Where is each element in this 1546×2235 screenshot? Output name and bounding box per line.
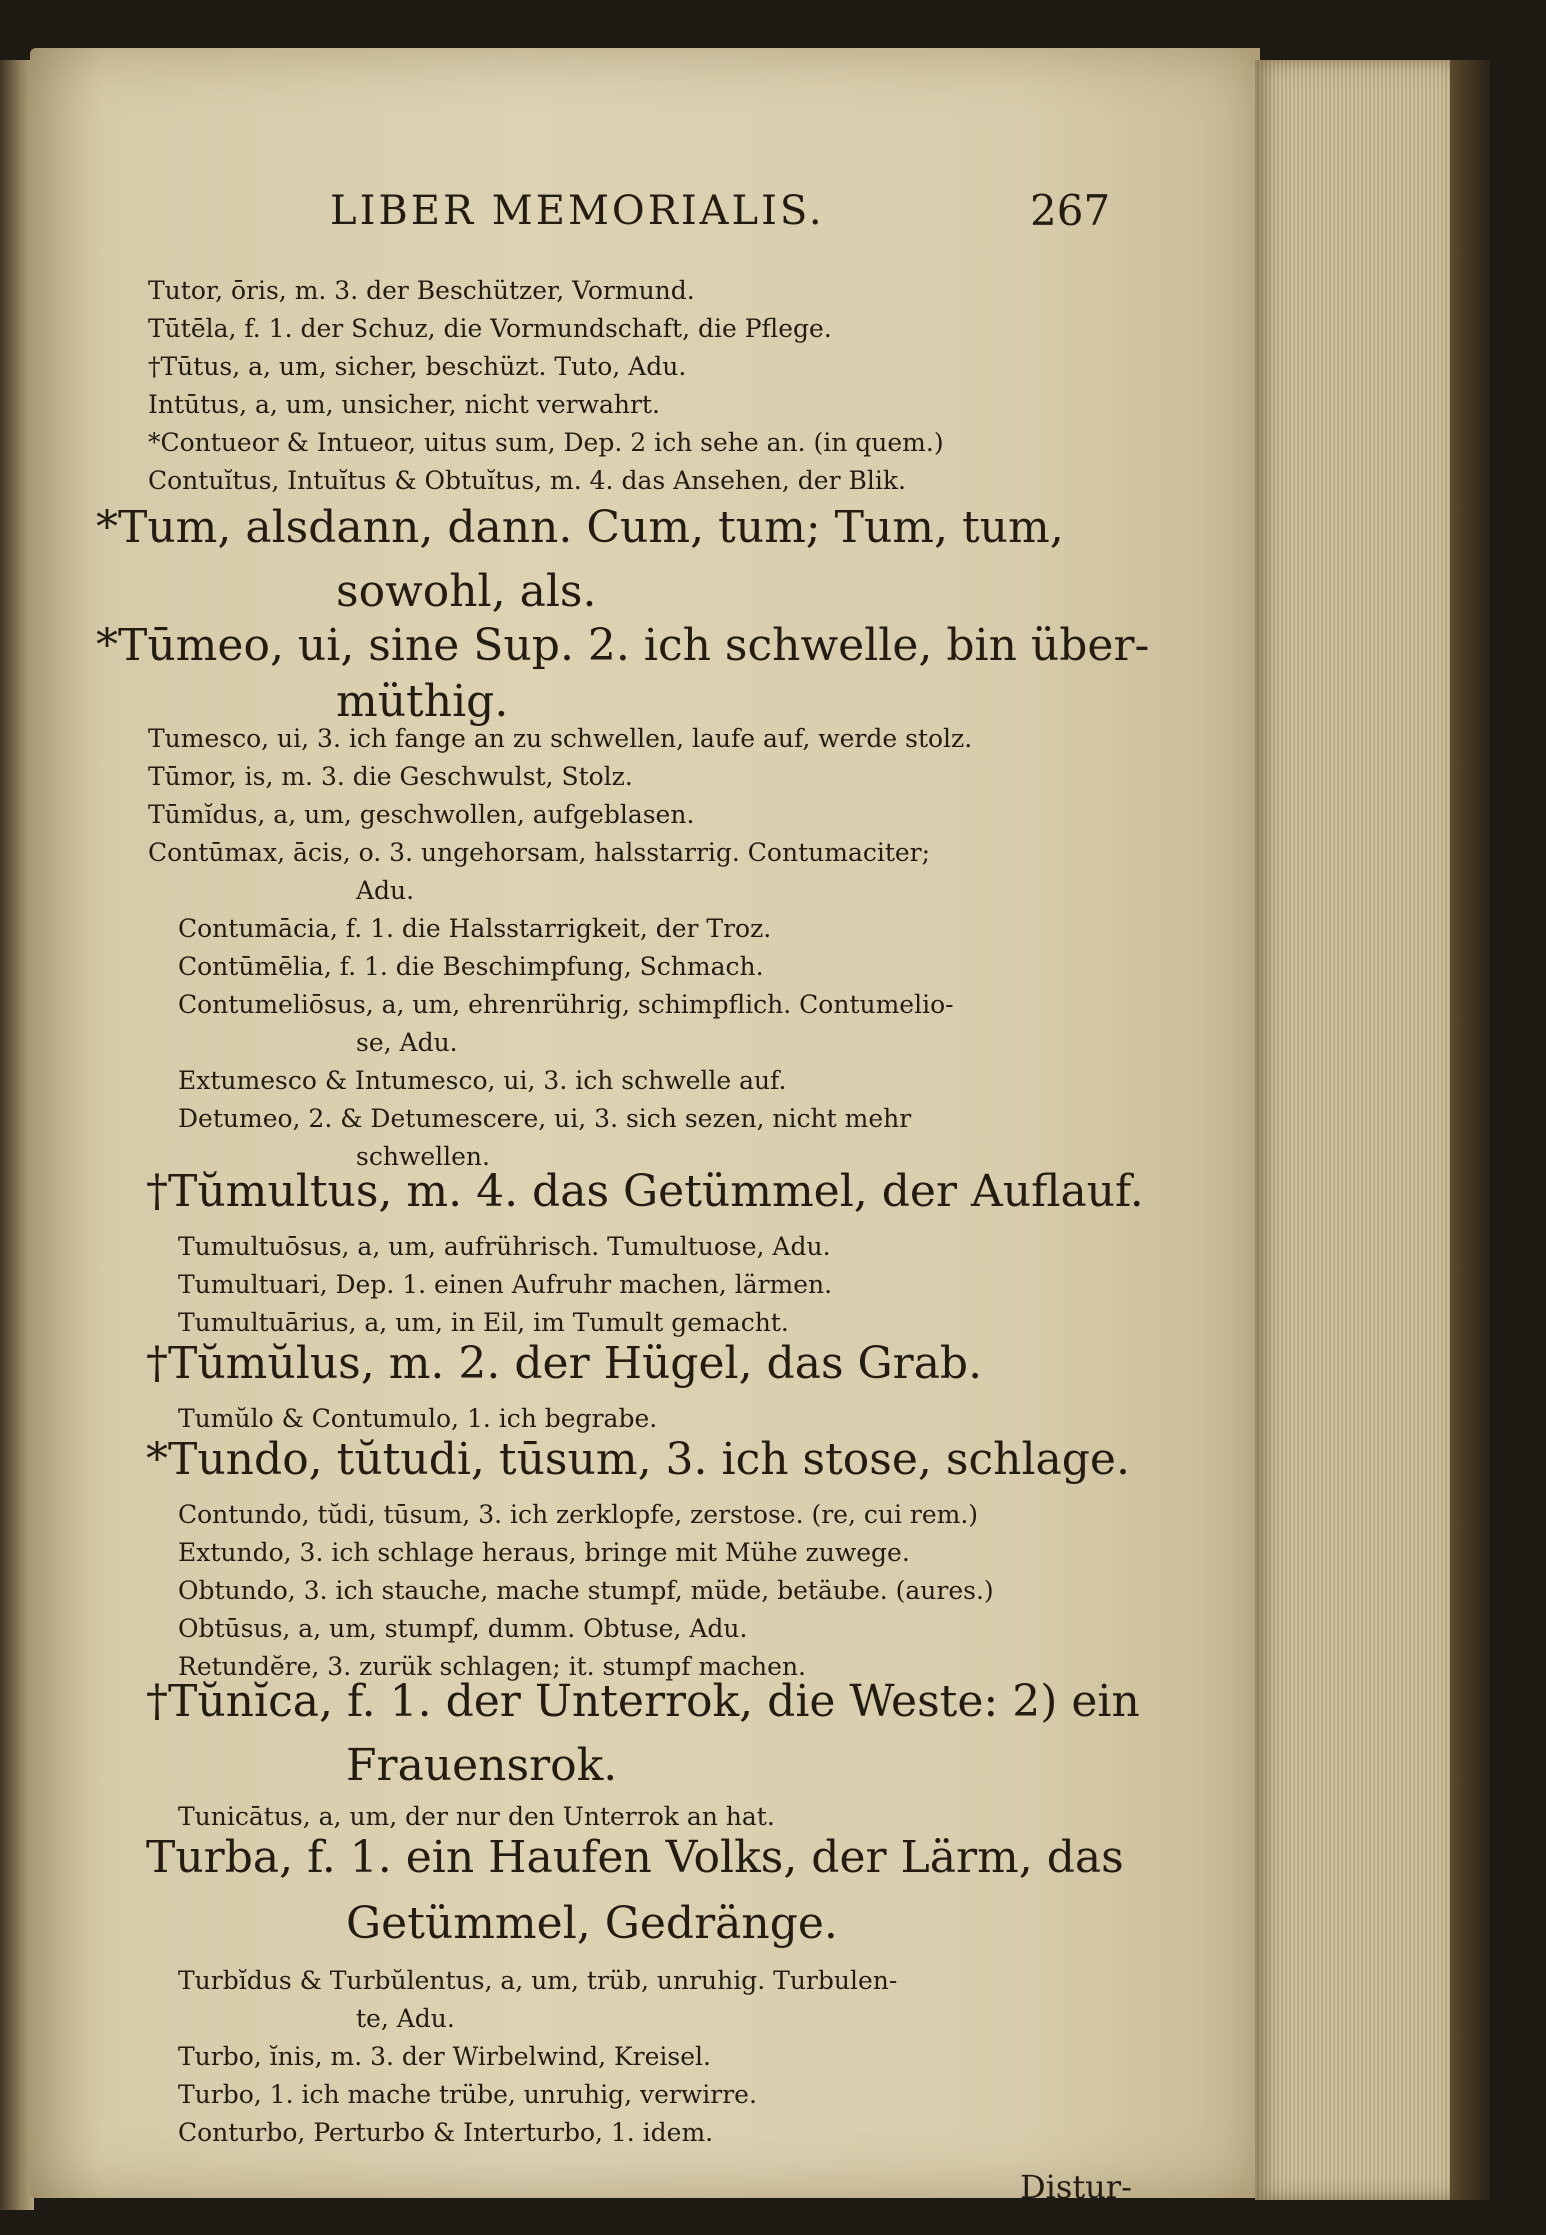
entry-headword-line: †Tŭmŭlus, m. 2. der Hügel, das Grab. — [146, 1338, 983, 1389]
entry-headword-line: †Tŭnĭca, f. 1. der Unterrok, die Weste: 2) ein — [146, 1676, 1140, 1727]
page-text — [30, 48, 1260, 2206]
book-page — [30, 48, 1260, 2206]
entry-line: Tūtēla, f. 1. der Schuz, die Vormundschaft, die Pflege. — [148, 314, 832, 343]
entry-headword-line: *Tūmeo, ui, sine Sup. 2. ich schwelle, bin über- — [96, 620, 1150, 671]
entry-line: Tumultuōsus, a, um, aufrührisch. Tumultuose, Adu. — [178, 1232, 831, 1261]
entry-headword-line: Getümmel, Gedränge. — [346, 1898, 838, 1949]
entry-line: †Tūtus, a, um, sicher, beschüzt. Tuto, Adu. — [148, 352, 687, 381]
entry-line: Tumesco, ui, 3. ich fange an zu schwellen, laufe auf, werde stolz. — [148, 724, 973, 753]
entry-line: Tūmĭdus, a, um, geschwollen, aufgeblasen. — [148, 800, 695, 829]
left-binding — [0, 60, 34, 2210]
entry-line: Contuĭtus, Intuĭtus & Obtuĭtus, m. 4. das Ansehen, der Blik. — [148, 466, 906, 495]
entry-headword-line: *Tundo, tŭtudi, tūsum, 3. ich stose, schlage. — [146, 1434, 1130, 1485]
entry-line: Tūmor, is, m. 3. die Geschwulst, Stolz. — [148, 762, 633, 791]
entry-line: Contūmēlia, f. 1. die Beschimpfung, Schmach. — [178, 952, 764, 981]
entry-line: Adu. — [356, 876, 415, 905]
back-cover — [1450, 60, 1490, 2200]
entry-line: Contundo, tŭdi, tūsum, 3. ich zerklopfe, zerstose. (re, cui rem.) — [178, 1500, 979, 1529]
entry-headword-line: sowohl, als. — [336, 566, 597, 617]
entry-line: Extumesco & Intumesco, ui, 3. ich schwelle auf. — [178, 1066, 787, 1095]
entry-line: Tumultuārius, a, um, in Eil, im Tumult gemacht. — [178, 1308, 789, 1337]
entry-line: Intūtus, a, um, unsicher, nicht verwahrt. — [148, 390, 660, 419]
entry-headword-line: Frauensrok. — [346, 1740, 618, 1791]
entry-headword-line: †Tŭmultus, m. 4. das Getümmel, der Auflauf. — [146, 1166, 1144, 1217]
book-spread — [0, 20, 1546, 2220]
entry-line: Turbĭdus & Turbŭlentus, a, um, trüb, unruhig. Turbulen- — [178, 1966, 898, 1995]
entry-line: Tumultuari, Dep. 1. einen Aufruhr machen, lärmen. — [178, 1270, 833, 1299]
entry-line: Contūmax, ācis, o. 3. ungehorsam, halsstarrig. Contumaciter; — [148, 838, 931, 867]
entry-line: Conturbo, Perturbo & Interturbo, 1. idem. — [178, 2118, 714, 2147]
page-number: 267 — [1030, 186, 1111, 235]
entry-headword-line: Turba, f. 1. ein Haufen Volks, der Lärm, das — [146, 1832, 1124, 1883]
entry-line: Extundo, 3. ich schlage heraus, bringe mit Mühe zuwege. — [178, 1538, 910, 1567]
entry-line: *Contueor & Intueor, uitus sum, Dep. 2 ich sehe an. (in quem.) — [148, 428, 944, 457]
running-header: LIBER MEMORIALIS. — [330, 188, 825, 234]
entry-line: Turbo, ĭnis, m. 3. der Wirbelwind, Kreisel. — [178, 2042, 711, 2071]
entry-line: Tutor, ōris, m. 3. der Beschützer, Vormund. — [148, 276, 695, 305]
page-edges — [1255, 60, 1455, 2200]
entry-line: schwellen. — [356, 1142, 490, 1171]
entry-line: Obtūsus, a, um, stumpf, dumm. Obtuse, Adu. — [178, 1614, 748, 1643]
entry-line: Turbo, 1. ich mache trübe, unruhig, verwirre. — [178, 2080, 757, 2109]
entry-line: Contumeliōsus, a, um, ehrenrührig, schimpflich. Contumelio- — [178, 990, 954, 1019]
entry-line: Tunicātus, a, um, der nur den Unterrok an hat. — [178, 1802, 775, 1831]
entry-line: se, Adu. — [356, 1028, 458, 1057]
entry-line: Tumŭlo & Contumulo, 1. ich begrabe. — [178, 1404, 658, 1433]
entry-headword-line: *Tum, alsdann, dann. Cum, tum; Tum, tum, — [96, 502, 1064, 553]
catchword: Distur- — [1020, 2168, 1132, 2206]
entry-headword-line: müthig. — [336, 676, 509, 727]
entry-line: Obtundo, 3. ich stauche, mache stumpf, müde, betäube. (aures.) — [178, 1576, 994, 1605]
entry-line: te, Adu. — [356, 2004, 455, 2033]
entry-line: Contumācia, f. 1. die Halsstarrigkeit, der Troz. — [178, 914, 772, 943]
entry-line: Retundĕre, 3. zurük schlagen; it. stumpf machen. — [178, 1652, 807, 1681]
entry-line: Detumeo, 2. & Detumescere, ui, 3. sich sezen, nicht mehr — [178, 1104, 912, 1133]
